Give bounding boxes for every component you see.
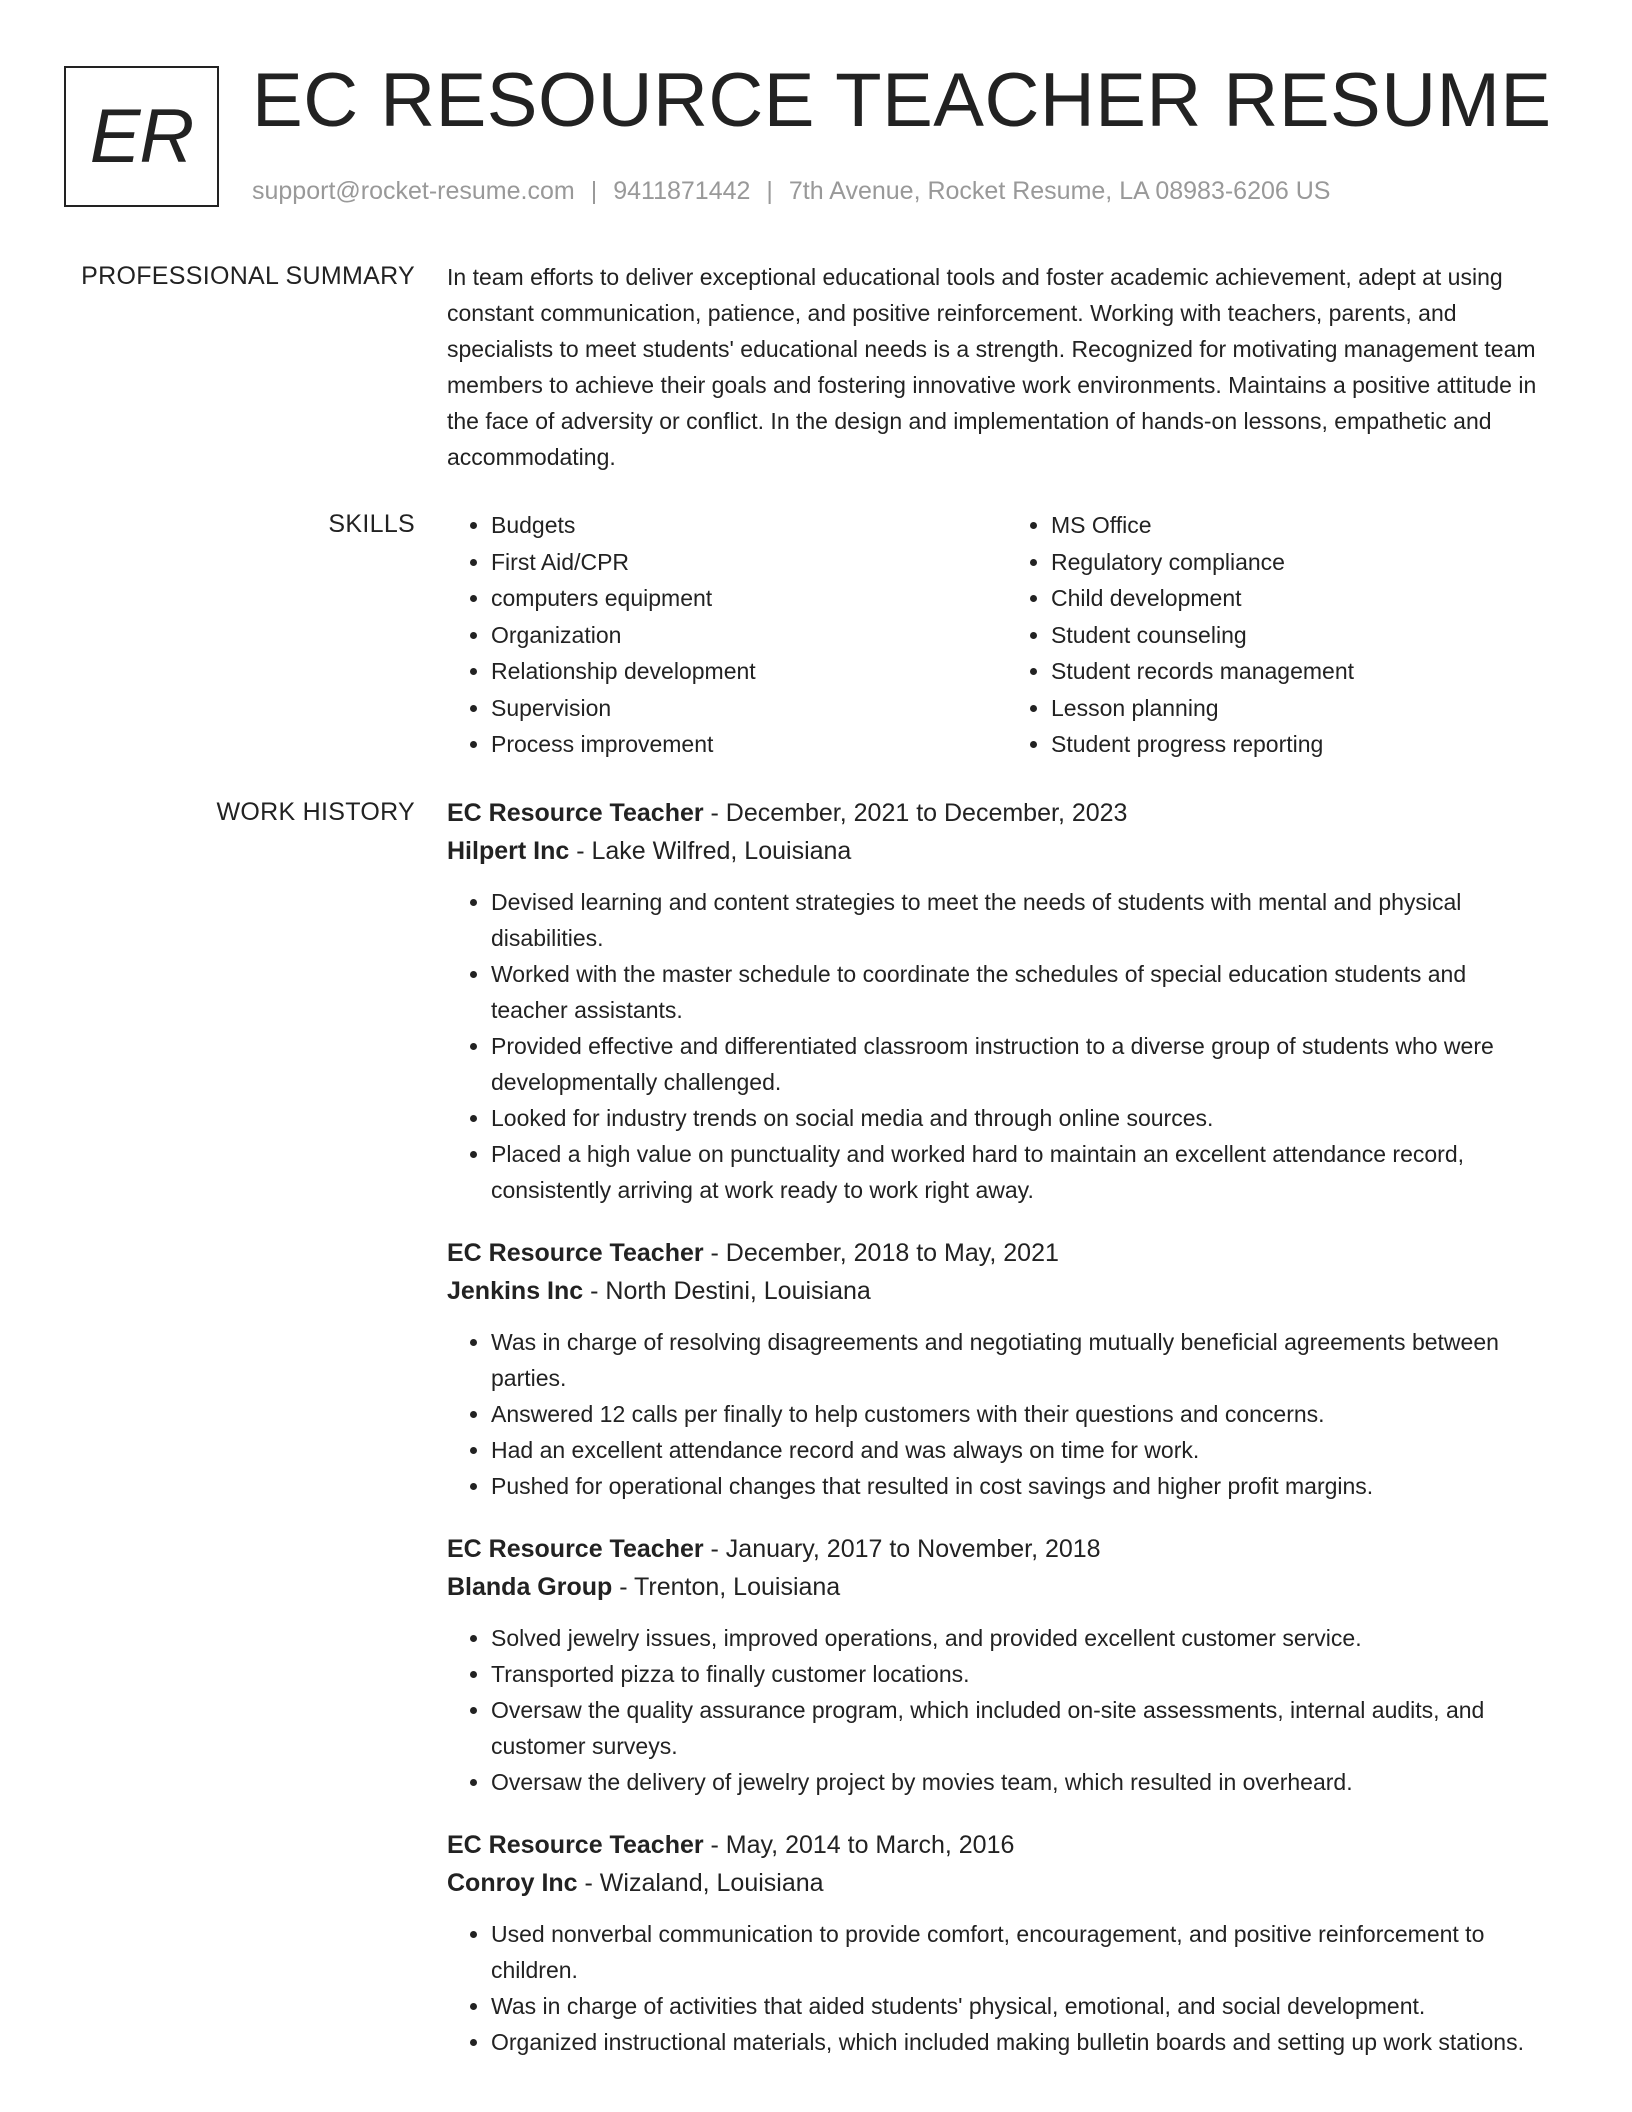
job-dates: - January, 2017 to November, 2018 [703, 1535, 1101, 1563]
skill-item: • MS Office [1051, 507, 1567, 544]
skills-list-left [447, 507, 1007, 763]
job-title: EC Resource Teacher [447, 799, 704, 827]
job-entry [447, 1530, 1567, 1800]
skills-heading: SKILLS [328, 510, 415, 538]
job-company-line [447, 1568, 1567, 1606]
job-bullet-list [447, 1324, 1567, 1504]
contact-separator: | [766, 177, 773, 205]
job-company: Blanda Group [447, 1573, 613, 1601]
skill-item: • Regulatory compliance [1051, 544, 1567, 581]
contact-separator: | [590, 177, 598, 205]
job-bullet: • Transported pizza to finally customer locations. [491, 1656, 1567, 1692]
job-bullet: • Placed a high value on punctuality and worked hard to maintain an excellent attendance record, consistently arriving at work ready to work right away. [491, 1136, 1567, 1208]
job-bullet: • Pushed for operational changes that resulted in cost savings and higher profit margins. [491, 1468, 1567, 1504]
job-title: EC Resource Teacher [447, 1239, 704, 1267]
job-company: Hilpert Inc [447, 837, 570, 865]
skills-list-right [1007, 507, 1567, 763]
job-bullet-list [447, 1620, 1567, 1800]
job-location: - Trenton, Louisiana [612, 1573, 841, 1601]
skills-section [447, 507, 1567, 763]
skills-columns [447, 507, 1567, 763]
resume-title: EC RESOURCE TEACHER RESUME [252, 58, 1552, 143]
monogram-logo: ER [64, 66, 219, 207]
job-bullet: • Used nonverbal communication to provide comfort, encouragement, and positive reinforcement to children. [491, 1916, 1567, 1988]
skill-item: • Process improvement [491, 726, 1007, 763]
skill-item: • Organization [491, 617, 1007, 654]
contact-address: 7th Avenue, Rocket Resume, LA 08983-6206 US [788, 177, 1331, 205]
job-title-line [447, 1826, 1567, 1864]
job-entry [447, 1234, 1567, 1504]
summary-heading: PROFESSIONAL SUMMARY [81, 262, 415, 290]
skill-item: • Student progress reporting [1051, 726, 1567, 763]
job-dates: - May, 2014 to March, 2016 [703, 1831, 1015, 1859]
job-bullet: • Had an excellent attendance record and was always on time for work. [491, 1432, 1567, 1468]
job-title: EC Resource Teacher [447, 1535, 704, 1563]
job-bullet: • Provided effective and differentiated classroom instruction to a diverse group of students who were developmentally challenged. [491, 1028, 1567, 1100]
job-location: - North Destini, Louisiana [583, 1277, 871, 1305]
skill-item: • computers equipment [491, 580, 1007, 617]
job-company: Jenkins Inc [447, 1277, 584, 1305]
job-bullet: • Was in charge of activities that aided students' physical, emotional, and social development. [491, 1988, 1567, 2024]
job-title-line [447, 1530, 1567, 1568]
job-bullet: • Was in charge of resolving disagreements and negotiating mutually beneficial agreements between parties. [491, 1324, 1567, 1396]
contact-email: support@rocket-resume.com [252, 177, 575, 205]
job-title-line [447, 1234, 1567, 1272]
job-bullet: • Answered 12 calls per finally to help customers with their questions and concerns. [491, 1396, 1567, 1432]
skill-item: • Lesson planning [1051, 690, 1567, 727]
job-bullet-list [447, 884, 1567, 1208]
job-title-line [447, 794, 1567, 832]
contact-line [252, 174, 1330, 208]
skill-item: • First Aid/CPR [491, 544, 1007, 581]
skill-item: • Budgets [491, 507, 1007, 544]
job-company-line [447, 832, 1567, 870]
job-dates: - December, 2021 to December, 2023 [703, 799, 1128, 827]
job-bullet: • Organized instructional materials, which included making bulletin boards and setting up work stations. [491, 2024, 1567, 2060]
job-bullet: • Worked with the master schedule to coordinate the schedules of special education students and teacher assistants. [491, 956, 1567, 1028]
job-company: Conroy Inc [447, 1869, 578, 1897]
skill-item: • Child development [1051, 580, 1567, 617]
work-history-section [447, 794, 1567, 2086]
job-bullet: • Devised learning and content strategies to meet the needs of students with mental and physical disabilities. [491, 884, 1567, 956]
job-bullet: • Oversaw the delivery of jewelry project by movies team, which resulted in overheard. [491, 1764, 1567, 1800]
job-entry [447, 794, 1567, 1208]
work-history-heading: WORK HISTORY [216, 798, 415, 826]
job-bullet: • Oversaw the quality assurance program, which included on-site assessments, internal audits, and customer surveys. [491, 1692, 1567, 1764]
contact-phone: 9411871442 [613, 177, 751, 205]
job-bullet: • Solved jewelry issues, improved operations, and provided excellent customer service. [491, 1620, 1567, 1656]
job-dates: - December, 2018 to May, 2021 [703, 1239, 1059, 1267]
skill-item: • Supervision [491, 690, 1007, 727]
summary-section [447, 259, 1567, 475]
job-location: - Wizaland, Louisiana [577, 1869, 824, 1897]
job-title: EC Resource Teacher [447, 1831, 704, 1859]
skill-item: • Student records management [1051, 653, 1567, 690]
job-location: - Lake Wilfred, Louisiana [569, 837, 852, 865]
skill-item: • Relationship development [491, 653, 1007, 690]
job-entry [447, 1826, 1567, 2060]
job-bullet: • Looked for industry trends on social media and through online sources. [491, 1100, 1567, 1136]
job-company-line [447, 1272, 1567, 1310]
skill-item: • Student counseling [1051, 617, 1567, 654]
summary-text: In team efforts to deliver exceptional educational tools and foster academic achievement, adept at using constant communication, patience, and positive reinforcement. Working with teachers, parents, and specialists to meet students' educational needs is a strength. Recognized for motivating management team members to achieve their goals and fostering innovative work environments. Maintains a positive attitude in the face of adversity or conflict. In the design and implementation of hands-on lessons, empathetic and accommodating. [447, 264, 1537, 470]
job-company-line [447, 1864, 1567, 1902]
job-bullet-list [447, 1916, 1567, 2060]
